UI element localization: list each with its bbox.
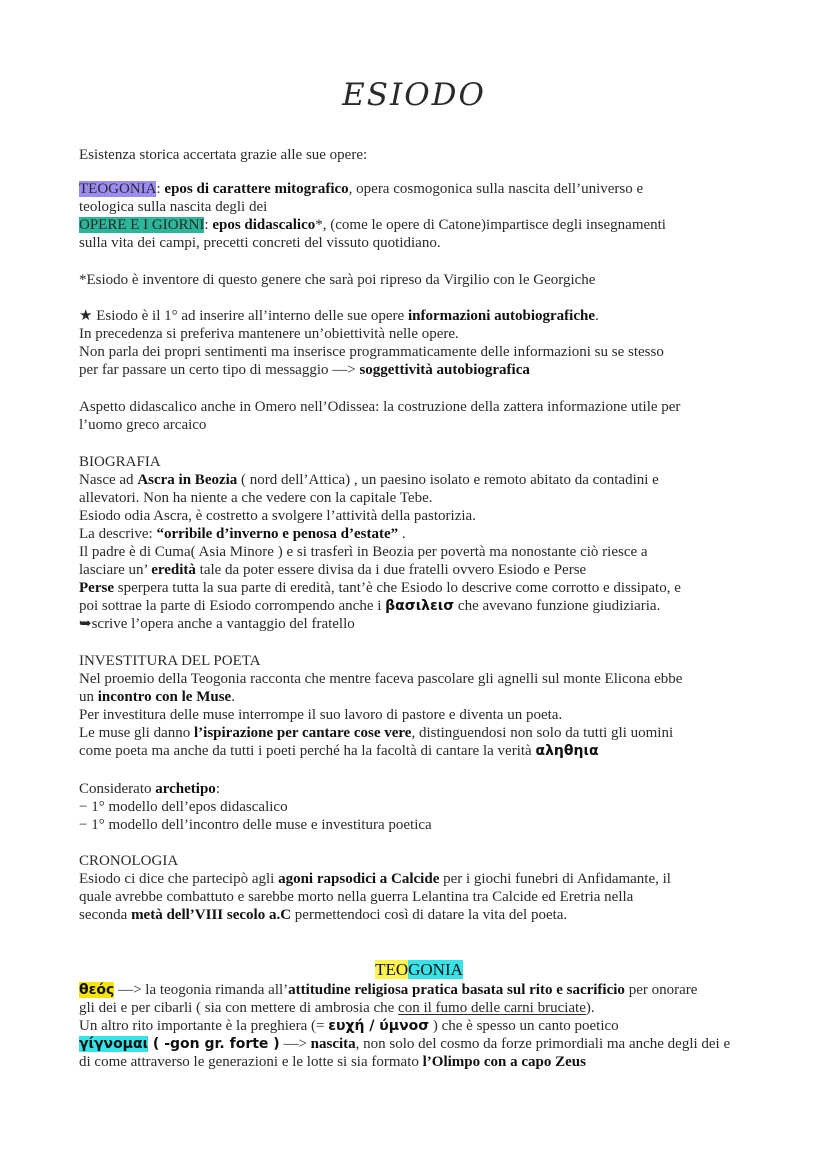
teogonia-heading: [79, 961, 759, 980]
greek-note: ( -gon gr. forte ): [148, 1036, 280, 1052]
teogonia-title-a: TEO: [375, 960, 409, 979]
text: poi sottrae la parte di Esiodo corrompendo anche i: [79, 598, 386, 614]
section-heading: BIOGRAFIA: [79, 454, 161, 470]
text: , non solo del cosmo da forze primordiali ma anche degli dei e: [355, 1036, 731, 1052]
bio-line-4: [79, 525, 759, 543]
text: .: [398, 526, 406, 542]
text: ).: [585, 1000, 595, 1016]
text: .: [231, 689, 235, 705]
bold-text: “orribile d’inverno e penosa d’estate”: [156, 526, 399, 542]
text: per i giochi funebri di Anfidamante, il: [439, 871, 671, 887]
cronologia-section: [79, 852, 759, 924]
cron-line-2: quale avrebbe combattuto e sarebbe morto nella guerra Lelantina tra Calcide ed Eretria nella: [79, 889, 634, 905]
teogonia-title-b: GONIA: [408, 960, 463, 979]
bio-line-3: Esiodo odia Ascra, è costretto a svolgere l’attività della pastorizia.: [79, 508, 476, 524]
bold-text: l’ispirazione per cantare cose vere: [193, 725, 412, 741]
inv-line-1: Nel proemio della Teogonia racconta che mentre faceva pascolare gli agnelli sul monte Elicona ebbe: [79, 671, 683, 687]
bold-text: archetipo: [155, 781, 216, 797]
text: La descrive:: [79, 526, 157, 542]
teogonia-rest: , opera cosmogonica sulla nascita dell’universo e: [348, 181, 644, 197]
text: ) che è spesso un canto poetico: [429, 1018, 619, 1034]
inv-line-2: [79, 688, 759, 706]
bold-text: metà dell’VIII secolo a.C: [131, 907, 292, 923]
autobio-line-1: [79, 307, 759, 325]
bold-text: Perse: [79, 580, 114, 596]
text: sperpera tutta la sua parte di eredità, tant’è che Esiodo lo descrive come corrotto e dissipato, e: [113, 580, 681, 596]
text: —> la teogonia rimanda all’: [114, 982, 289, 998]
greek-word: ευχή / ύμνοσ: [328, 1018, 430, 1034]
bold-text: incontro con le Muse: [97, 689, 232, 705]
text: che avevano funzione giudiziaria.: [454, 598, 661, 614]
bold-text: informazioni autobiografiche: [407, 308, 596, 324]
text: —>: [279, 1036, 311, 1052]
bold-text: soggettività autobiografica: [359, 362, 530, 378]
bold-text: l’Olimpo con a capo Zeus: [422, 1054, 586, 1070]
bio-line-9: ➥scrive l’opera anche a vantaggio del fratello: [79, 616, 355, 632]
didascalico-section: [79, 398, 759, 434]
arch-line-2: − 1° modello dell’epos didascalico: [79, 799, 288, 815]
didascalico-line-1: Aspetto didascalico anche in Omero nell’Odissea: la costruzione della zattera informazione utile per: [79, 399, 681, 415]
text: ( nord dell’Attica) , un paesino isolato e remoto abitato da contadini e: [237, 472, 659, 488]
arch-line-3: − 1° modello dell’incontro delle muse e investitura poetica: [79, 817, 432, 833]
autobio-line-4: [79, 361, 759, 379]
teo-line-2: [79, 999, 759, 1017]
text: di come attraverso le generazioni e le lotte si sia formato: [79, 1054, 423, 1070]
intro-text: [79, 146, 759, 164]
teogonia-label: TEOGONIA: [79, 181, 157, 197]
greek-word: θεός: [79, 982, 115, 998]
section-heading: INVESTITURA DEL POETA: [79, 653, 261, 669]
bio-line-5: Il padre è di Cuma( Asia Minore ) e si trasferì in Beozia per povertà ma nonostante ciò riesce a: [79, 544, 648, 560]
teo-line-4: [79, 1035, 759, 1053]
text: Nasce ad: [79, 472, 138, 488]
opere-label: OPERE E I GIORNI: [79, 217, 205, 233]
text: gli dei e per cibarli ( sia con mettere di ambrosia che: [79, 1000, 399, 1016]
opere-line: [79, 216, 759, 234]
bold-text: agoni rapsodici a Calcide: [278, 871, 440, 887]
text: seconda: [79, 907, 132, 923]
teogonia-bold: epos di carattere mitografico: [164, 181, 349, 197]
text: , distinguendosi non solo da tutti gli uomini: [411, 725, 674, 741]
teo-line-3: [79, 1017, 759, 1035]
text: Le muse gli danno: [79, 725, 194, 741]
text: :: [215, 781, 220, 797]
greek-word: αληθηια: [535, 743, 599, 759]
text: Considerato: [79, 781, 156, 797]
note-line: *Esiodo è inventore di questo genere che sarà poi ripreso da Virgilio con le Georgiche: [79, 272, 596, 288]
text: ★ Esiodo è il 1° ad inserire all’interno delle sue opere: [79, 308, 408, 324]
works-section: [79, 180, 759, 252]
autobio-line-3: Non parla dei propri sentimenti ma inserisce programmaticamente delle informazioni su se stesso: [79, 344, 664, 360]
bio-line-8: [79, 597, 759, 615]
underlined-text: con il fumo delle carni bruciate: [398, 1000, 586, 1016]
text: lasciare un’: [79, 562, 152, 578]
teogonia-line-2: teologica sulla nascita degli dei: [79, 199, 268, 215]
cron-line-3: [79, 906, 759, 924]
text: come poeta ma anche da tutti i poeti perché ha la facoltà di cantare la verità: [79, 743, 536, 759]
didascalico-line-2: l’uomo greco arcaico: [79, 417, 207, 433]
text: permettendoci così di datare la vita del poeta.: [291, 907, 568, 923]
text: Un altro rito importante è la preghiera (=: [79, 1018, 329, 1034]
teo-line-1: [79, 981, 759, 999]
bold-text: nascita: [310, 1036, 356, 1052]
note-text: [79, 271, 759, 289]
teo-line-5: [79, 1053, 759, 1071]
text: un: [79, 689, 98, 705]
text: Esiodo ci dice che partecipò agli: [79, 871, 279, 887]
inv-line-3: Per investitura delle muse interrompe il suo lavoro di pastore e diventa un poeta.: [79, 707, 563, 723]
inv-line-5: [79, 742, 759, 760]
opere-rest: *, (come le opere di Catone)impartisce degli insegnamenti: [315, 217, 666, 233]
bio-line-6: [79, 561, 759, 579]
teogonia-line: [79, 180, 759, 198]
intro-line: Esistenza storica accertata grazie alle sue opere:: [79, 147, 368, 163]
page-title: ESIODO: [342, 77, 486, 113]
teogonia-section: [79, 981, 759, 1071]
separator: :: [204, 217, 213, 233]
biografia-section: [79, 453, 759, 633]
greek-word: βασιλεισ: [385, 598, 455, 614]
inv-line-4: [79, 724, 759, 742]
greek-word: γίγνομαι: [79, 1036, 149, 1052]
text: tale da poter essere divisa da i due fratelli ovvero Esiodo e Perse: [195, 562, 587, 578]
autobio-line-2: In precedenza si preferiva mantenere un’obiettività nelle opere.: [79, 326, 459, 342]
bio-line-7: [79, 579, 759, 597]
bold-text: eredità: [151, 562, 196, 578]
investitura-section: [79, 652, 759, 760]
text: per onorare: [624, 982, 698, 998]
opere-bold: epos didascalico: [212, 217, 316, 233]
autobio-section: [79, 307, 759, 379]
bio-line-1: [79, 471, 759, 489]
cron-line-1: [79, 870, 759, 888]
archetipo-section: [79, 780, 759, 834]
text: per far passare un certo tipo di messaggio —>: [79, 362, 360, 378]
bold-text: Ascra in Beozia: [137, 472, 238, 488]
opere-line-2: sulla vita dei campi, precetti concreti del vissuto quotidiano.: [79, 235, 441, 251]
arch-line-1: [79, 780, 759, 798]
bold-text: attitudine religiosa pratica basata sul rito e sacrificio: [288, 982, 625, 998]
bio-line-2: allevatori. Non ha niente a che vedere con la capitale Tebe.: [79, 490, 433, 506]
section-heading: CRONOLOGIA: [79, 853, 179, 869]
separator: :: [156, 181, 165, 197]
text: .: [595, 308, 599, 324]
